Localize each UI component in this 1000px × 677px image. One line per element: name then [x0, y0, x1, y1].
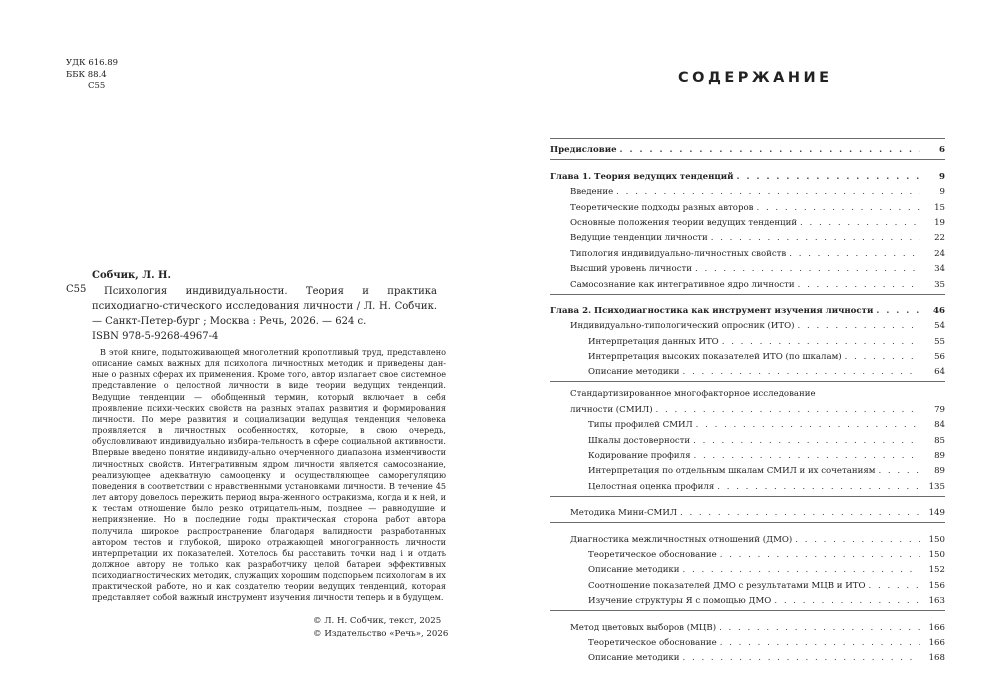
- copyright-publisher: © Издательство «Речь», 2026: [313, 629, 449, 639]
- toc-group-dmo: [550, 530, 945, 611]
- bib-code: С55: [66, 284, 87, 295]
- toc-entry[interactable]: Целостная оценка профиля . . . 135: [588, 477, 945, 492]
- toc-entry[interactable]: Методика Мини-СМИЛ . . . 149: [570, 504, 945, 519]
- toc-entry[interactable]: Ведущие тенденции личности . . . 22: [570, 229, 945, 244]
- toc-section-chapter-2: [550, 302, 945, 665]
- toc-entry[interactable]: Описание методики . . . 152: [588, 561, 945, 576]
- toc-title: СОДЕРЖАНИЕ: [678, 70, 833, 86]
- udk-code: УДК 616.89: [66, 58, 119, 68]
- toc-entry[interactable]: Глава 2. Психодиагностика как инструмент изучения личности . . . 46: [550, 302, 945, 317]
- classification-codes: [66, 58, 118, 93]
- toc-entry[interactable]: Интерпретация данных ИТО . . . 55: [588, 332, 945, 347]
- toc-entry[interactable]: Интерпретация высоких показателей ИТО (по шкалам) . . . 56: [588, 348, 945, 363]
- toc-group-mcv: [550, 618, 945, 664]
- toc-entry[interactable]: Соотношение показателей ДМО с результатами МЦВ и ИТО . . . 156: [588, 576, 945, 591]
- toc-entry[interactable]: Типы профилей СМИЛ . . . 84: [588, 416, 945, 431]
- toc-entry[interactable]: личности (СМИЛ) . . . 79: [570, 400, 945, 415]
- toc-section-chapter-1: [550, 167, 945, 294]
- toc-entry[interactable]: Индивидуально-типологический опросник (ИТО) . . . 54: [570, 317, 945, 332]
- toc-entry-line[interactable]: Стандартизированное многофакторное исследование: [570, 389, 816, 400]
- toc-group-mini-smil: [550, 504, 945, 523]
- copyright-text: © Л. Н. Собчик, текст, 2025: [313, 616, 442, 626]
- toc-entry[interactable]: Предисловие . . . 6: [550, 141, 945, 156]
- bib-description: Психология индивидуальности. Теория и практика психодиагно-стического исследования личности / Л. Н. Собчик. — Санкт-Петер-бург ; Москва : Речь, 2026. — 624 с.: [92, 286, 437, 327]
- author-mark: С55: [88, 81, 106, 91]
- table-of-contents: [550, 138, 945, 664]
- toc-group-ito: [550, 317, 945, 383]
- toc-entry[interactable]: Основные положения теории ведущих тенденций . . . 19: [570, 214, 945, 229]
- toc-entry[interactable]: Теоретическое обоснование . . . 150: [588, 546, 945, 561]
- copyright: [313, 615, 448, 641]
- toc-group-smil: [550, 389, 945, 496]
- toc-entry[interactable]: Кодирование профиля . . . 89: [588, 447, 945, 462]
- left-page: [0, 0, 480, 677]
- toc-entry[interactable]: Теоретическое обоснование . . . 166: [588, 634, 945, 649]
- toc-entry[interactable]: Шкалы достоверности . . . 85: [588, 431, 945, 446]
- bbk-code: ББК 88.4: [66, 69, 107, 80]
- isbn: ISBN 978-5-9268-4967-4: [92, 331, 219, 342]
- toc-entry[interactable]: Описание методики . . . 64: [588, 363, 945, 378]
- right-page: [540, 0, 1000, 677]
- abstract: В этой книге, подытоживающей многолетний кропотливый труд, представлено описание самых важных для психолога личностных методик и приведены дан-ные о разных сферах их применения. Кроме того, автор излагает свое системное представление о целостной личности в виде теории ведущих тенденций. Ведущие тенденции — обобщенный термин, который включает в себя проявление психи-ческих свойств на разных этапах развития и формирования личности. По мере развития и социализации ведущая тенденция человека проявляется в личностных особенностях, которые, в свою очередь, обусловливают индивидуально избира-тельность в сфере социальной активности. Впервые введено понятие индивиду-ально очерченного диапазона изменчивости личностных свойств. Интегративным ядром личности является самосознание, реализующее адекватную самооценку и осуществляющее саморегуляцию поведения в соответствии с нравственными установками личности. В течение 45 лет автору довелось пережить период выра-женного остракизма, когда и к ней, и к тестам отношение было резко отрицатель-ным, позднее — равнодушие и неприязнение. Но в последние годы практическая сторона работ автора получила широкое распространение благодаря валидности разработанных автором тестов и глубокой, широко отражающей многогранность личности интерпретации их показателей. Хотелось бы расставить точки над i и отдать должное автору не только как разработчику целой батареи эффективных психодиагностических методик, служащих хорошим подспорьем психологам в их практической работе, но и как создателю теории ведущих тенденций, которая представляет собой важный инструмент изучения личности теперь и в будущем.: [92, 347, 446, 603]
- toc-entry[interactable]: Типология индивидуально-личностных свойств . . . 24: [570, 244, 945, 259]
- toc-entry[interactable]: Интерпретация по отдельным шкалам СМИЛ и их сочетаниям . . . 89: [588, 462, 945, 477]
- toc-entry[interactable]: Изучение структуры Я с помощью ДМО . . . 163: [588, 592, 945, 607]
- toc-entry[interactable]: Самосознание как интегративное ядро личности . . . 35: [570, 275, 945, 290]
- toc-section-preface: [550, 141, 945, 160]
- bib-author: Собчик, Л. Н.: [92, 270, 171, 281]
- toc-entry[interactable]: Диагностика межличностных отношений (ДМО) . . . 150: [570, 530, 945, 545]
- toc-entry[interactable]: Метод цветовых выборов (МЦВ) . . . 166: [570, 618, 945, 633]
- toc-entry[interactable]: Описание методики . . . 168: [588, 649, 945, 664]
- toc-entry[interactable]: Теоретические подходы разных авторов . . . 15: [570, 198, 945, 213]
- toc-entry[interactable]: Высший уровень личности . . . 34: [570, 260, 945, 275]
- toc-entry[interactable]: Глава 1. Теория ведущих тенденций . . . 9: [550, 167, 945, 182]
- toc-entry[interactable]: Введение . . . 9: [570, 183, 945, 198]
